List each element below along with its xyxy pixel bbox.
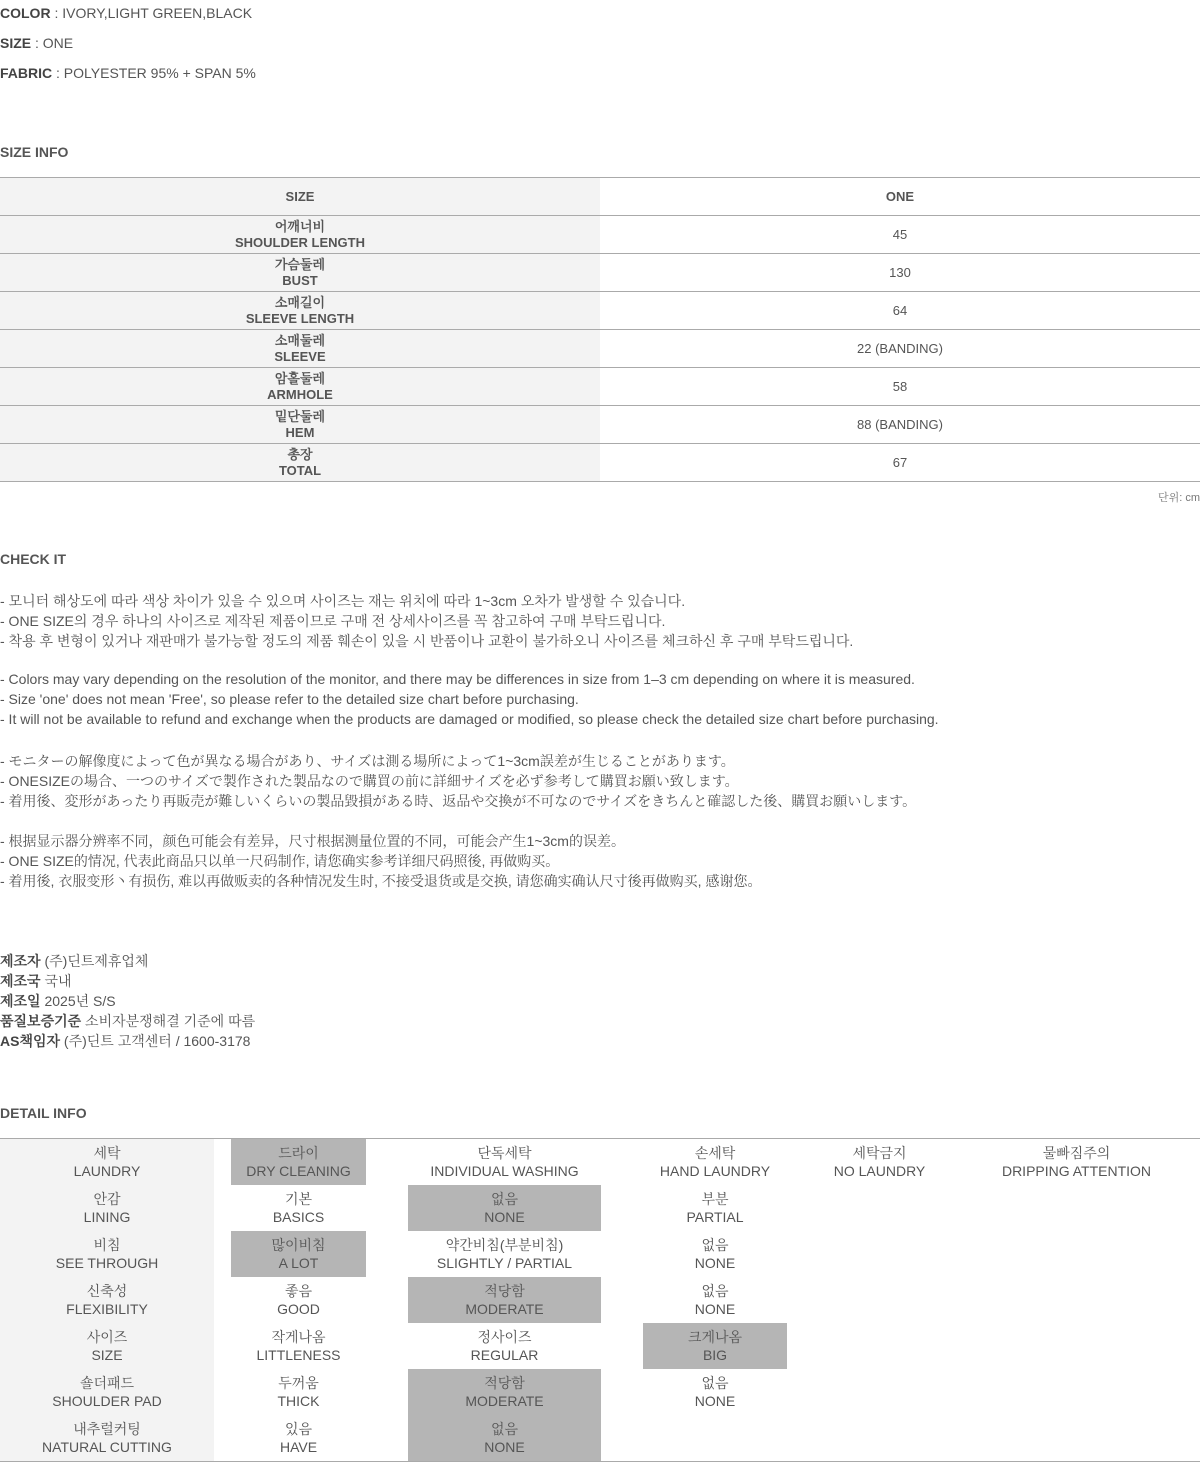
detail-option-ko: 두꺼움 — [278, 1375, 319, 1391]
detail-option — [408, 1415, 601, 1461]
detail-option-ko: 적당함 — [484, 1283, 525, 1299]
detail-option-en: BIG — [702, 1347, 728, 1363]
detail-option-en: HAND LAUNDRY — [659, 1163, 771, 1179]
size-row-label — [0, 406, 600, 443]
size-row-label-ko: 소매길이 — [274, 294, 326, 310]
size-row — [0, 444, 1200, 482]
warranty-value: 소비자분쟁해결 기준에 따름 — [81, 1013, 256, 1029]
size-table — [0, 177, 1200, 482]
detail-option — [231, 1231, 366, 1277]
size-row-value: 45 — [892, 227, 908, 242]
spec-color — [0, 5, 252, 21]
size-row-label-ko: 암홀둘레 — [274, 370, 326, 386]
size-row-value: 130 — [889, 265, 911, 280]
manufacturer-date — [0, 991, 116, 1011]
detail-row-label — [0, 1415, 214, 1461]
detail-option-ko: 세탁금지 — [852, 1145, 907, 1161]
detail-row-label-ko: 안감 — [93, 1191, 121, 1207]
detail-option-ko: 크게나옴 — [687, 1329, 743, 1345]
detail-option — [643, 1369, 787, 1415]
check-note-line: - モニターの解像度によって色が異なる場合があり、サイズは測る場所によって1~3cm誤差が生じることがあります。 — [0, 753, 735, 769]
detail-row-label — [0, 1323, 214, 1369]
manufacturer-as — [0, 1031, 250, 1051]
detail-option-ko: 없음 — [701, 1237, 729, 1253]
detail-option-ko: 없음 — [701, 1283, 729, 1299]
maker-value: (주)딘트제휴업체 — [40, 953, 149, 969]
detail-option — [953, 1139, 1200, 1185]
size-row-label — [0, 216, 600, 253]
size-row-label — [0, 444, 600, 481]
detail-row-label-en: LINING — [83, 1209, 131, 1225]
detail-row-label-ko: 신축성 — [86, 1283, 128, 1299]
manufacturer-country — [0, 971, 72, 991]
manufacturer-warranty — [0, 1011, 255, 1031]
detail-option — [643, 1277, 787, 1323]
detail-option — [231, 1185, 366, 1231]
detail-row-label-en: SHOULDER PAD — [52, 1393, 162, 1409]
detail-option — [231, 1323, 366, 1369]
check-note-line: - It will not be available to refund and exchange when the products are damaged or modified, so please check the detailed size chart before purchasing. — [0, 711, 939, 727]
detail-row-label-ko: 비침 — [93, 1237, 121, 1253]
detail-option — [643, 1323, 787, 1369]
detail-option-en: REGULAR — [470, 1347, 539, 1363]
size-row — [0, 216, 1200, 254]
detail-option — [408, 1369, 601, 1415]
detail-option-en: NO LAUNDRY — [833, 1163, 926, 1179]
check-note-line: - 착용 후 변형이 있거나 재판매가 불가능할 정도의 제품 훼손이 있을 시 반품이나 교환이 불가하오니 사이즈를 체크하신 후 구매 부탁드립니다. — [0, 633, 854, 649]
detail-row-label-en: NATURAL CUTTING — [42, 1439, 172, 1455]
check-note-line: - 모니터 해상도에 따라 색상 차이가 있을 수 있으며 사이즈는 재는 위치에 따라 1~3cm 오차가 발생할 수 있습니다. — [0, 593, 686, 609]
size-table-header — [0, 178, 1200, 216]
detail-option-ko: 손세탁 — [694, 1145, 736, 1161]
size-row — [0, 330, 1200, 368]
detail-option-ko: 없음 — [490, 1191, 519, 1207]
detail-option-ko: 있음 — [284, 1421, 313, 1437]
check-note-line: - 着用後, 衣服变形丶有损伤, 难以再做贩卖的各种情况发生时, 不接受退货或是交换, 请您确实确认尺寸後再做购买, 感谢您。 — [0, 873, 762, 889]
size-row-label — [0, 330, 600, 367]
detail-option — [231, 1277, 366, 1323]
spec-fabric-value: : POLYESTER 95% + SPAN 5% — [52, 65, 256, 81]
manufacturer-maker — [0, 951, 148, 971]
size-row-label — [0, 292, 600, 329]
detail-option-en: DRIPPING ATTENTION — [1001, 1163, 1152, 1179]
spec-color-label: COLOR — [0, 5, 51, 21]
detail-option-en: GOOD — [277, 1301, 320, 1317]
spec-fabric-label: FABRIC — [0, 65, 53, 81]
maker-label: 제조자 — [0, 953, 41, 969]
detail-option-en: NONE — [694, 1255, 736, 1271]
size-row-label-ko: 밑단둘레 — [274, 408, 326, 424]
size-row-label-ko: 소매둘레 — [274, 332, 326, 348]
detail-option — [643, 1139, 787, 1185]
country-label: 제조국 — [0, 973, 41, 989]
size-row-label-en: BUST — [282, 272, 318, 288]
detail-option-en: NONE — [694, 1301, 736, 1317]
detail-option-en: MODERATE — [465, 1301, 544, 1317]
spec-size — [0, 35, 73, 51]
size-row-value: 88 (BANDING) — [857, 417, 943, 432]
detail-option-ko: 정사이즈 — [477, 1329, 532, 1345]
detail-option-ko: 적당함 — [484, 1375, 525, 1391]
detail-option-en: INDIVIDUAL WASHING — [430, 1163, 579, 1179]
detail-row-label-ko: 세탁 — [93, 1145, 121, 1161]
size-row-value: 67 — [892, 455, 908, 470]
detail-option-en: NONE — [484, 1209, 525, 1225]
detail-option-ko: 단독세탁 — [477, 1145, 532, 1161]
spec-size-value: : ONE — [31, 35, 74, 51]
check-note-line: - Size 'one' does not mean 'Free', so please refer to the detailed size chart before purchasing. — [0, 691, 579, 707]
detail-row-label-ko: 사이즈 — [86, 1329, 128, 1345]
size-row — [0, 254, 1200, 292]
detail-option-ko: 많이비침 — [271, 1237, 326, 1253]
detail-option-en: NONE — [484, 1439, 525, 1455]
detail-row-label — [0, 1277, 214, 1323]
detail-option-ko: 없음 — [490, 1421, 519, 1437]
detail-row-label — [0, 1231, 214, 1277]
detail-option-ko: 부분 — [701, 1191, 729, 1207]
detail-row-label-ko: 숄더패드 — [79, 1375, 135, 1391]
detail-option — [231, 1369, 366, 1415]
size-row-value: 58 — [892, 379, 908, 394]
size-row — [0, 292, 1200, 330]
check-note-line: - ONE SIZE의 경우 하나의 사이즈로 제작된 제품이므로 구매 전 상세사이즈를 꼭 참고하여 구매 부탁드립니다. — [0, 613, 666, 629]
detail-option-en: SLIGHTLY / PARTIAL — [436, 1255, 573, 1271]
spec-size-label: SIZE — [0, 35, 32, 51]
check-note-line: - 着用後、変形があったり再販売が難しいくらいの製品毀損がある時、返品や交換が不可なのでサイズをきちんと確認した後、購買お願いします。 — [0, 793, 917, 809]
detail-grid — [0, 1138, 1200, 1463]
country-value: 국내 — [40, 973, 72, 989]
detail-option-en: LITTLENESS — [256, 1347, 341, 1363]
detail-option — [231, 1415, 366, 1461]
detail-row-label — [0, 1139, 214, 1185]
detail-option-en: THICK — [277, 1393, 320, 1409]
check-note-line: - 根据显示器分辨率不同，颜色可能会有差异，尺寸根据测量位置的不同，可能会产生1~3cm的误差。 — [0, 833, 625, 849]
detail-option — [231, 1139, 366, 1185]
date-value: 2025년 S/S — [40, 993, 116, 1009]
size-row-value: 22 (BANDING) — [857, 341, 943, 356]
detail-row-label-ko: 내추럴커팅 — [73, 1421, 141, 1437]
detail-option — [408, 1323, 601, 1369]
size-row-label-en: TOTAL — [278, 462, 322, 478]
size-row-label-ko: 어깨너비 — [274, 218, 326, 234]
size-header-label: SIZE — [0, 178, 600, 215]
detail-option-ko: 드라이 — [278, 1145, 319, 1161]
detail-option-en: NONE — [694, 1393, 736, 1409]
size-row-label-en: SHOULDER LENGTH — [235, 234, 365, 250]
detail-option — [408, 1277, 601, 1323]
spec-color-value: : IVORY,LIGHT GREEN,BLACK — [50, 5, 253, 21]
detail-option-en: BASICS — [272, 1209, 325, 1225]
size-row-label-ko: 가슴둘레 — [274, 256, 326, 272]
detail-option-ko: 기본 — [284, 1191, 313, 1207]
size-row-label — [0, 368, 600, 405]
detail-option-ko: 작게나옴 — [271, 1329, 326, 1345]
size-row — [0, 368, 1200, 406]
size-row-label — [0, 254, 600, 291]
size-row-label-en: ARMHOLE — [267, 386, 333, 402]
as-value: (주)딘트 고객센터 / 1600-3178 — [60, 1033, 251, 1049]
size-row-label-en: SLEEVE LENGTH — [245, 310, 355, 326]
detail-row-label — [0, 1185, 214, 1231]
detail-option-en: A LOT — [278, 1255, 319, 1271]
warranty-label: 품질보증기준 — [0, 1013, 82, 1029]
detail-option — [808, 1139, 951, 1185]
check-note-line: - ONESIZEの場合、一つのサイズで製作された製品なので購買の前に詳細サイズを必ず参考して購買お願い致します。 — [0, 773, 739, 789]
detail-option-en: HAVE — [279, 1439, 318, 1455]
unit-note: 단위: cm — [1157, 492, 1200, 504]
size-header-value: ONE — [885, 189, 915, 204]
detail-option — [643, 1231, 787, 1277]
size-info-title: SIZE INFO — [0, 144, 69, 160]
detail-row-label — [0, 1369, 214, 1415]
size-row-label-en: SLEEVE — [274, 348, 326, 364]
detail-row-label-en: LAUNDRY — [73, 1163, 141, 1179]
as-label: AS책임자 — [0, 1033, 61, 1049]
size-row-value: 64 — [892, 303, 908, 318]
detail-option — [408, 1185, 601, 1231]
detail-option-en: DRY CLEANING — [246, 1163, 351, 1179]
detail-option — [643, 1185, 787, 1231]
detail-row-label-en: SEE THROUGH — [55, 1255, 159, 1271]
spec-fabric — [0, 65, 256, 81]
detail-option-ko: 물빠짐주의 — [1042, 1145, 1111, 1161]
check-note-line: - Colors may vary depending on the resolution of the monitor, and there may be differences in size from 1–3 cm depending on where it is measured. — [0, 671, 915, 687]
detail-row-label-en: SIZE — [91, 1347, 123, 1363]
detail-info-title: DETAIL INFO — [0, 1105, 87, 1121]
detail-option-en: PARTIAL — [686, 1209, 744, 1225]
detail-option-ko: 없음 — [701, 1375, 729, 1391]
size-row-label-en: HEM — [285, 424, 315, 440]
detail-option-ko: 약간비침(부분비침) — [445, 1237, 564, 1253]
check-it-title: CHECK IT — [0, 551, 67, 567]
size-row — [0, 406, 1200, 444]
size-row-label-ko: 총장 — [287, 446, 313, 462]
date-label: 제조일 — [0, 993, 41, 1009]
detail-option — [408, 1139, 601, 1185]
detail-option-ko: 좋음 — [284, 1283, 313, 1299]
check-note-line: - ONE SIZE的情况, 代表此商品只以单一尺码制作, 请您确实参考详细尺码照後, 再做购买。 — [0, 853, 560, 869]
detail-option — [408, 1231, 601, 1277]
detail-option-en: MODERATE — [465, 1393, 544, 1409]
detail-row-label-en: FLEXIBILITY — [66, 1301, 148, 1317]
